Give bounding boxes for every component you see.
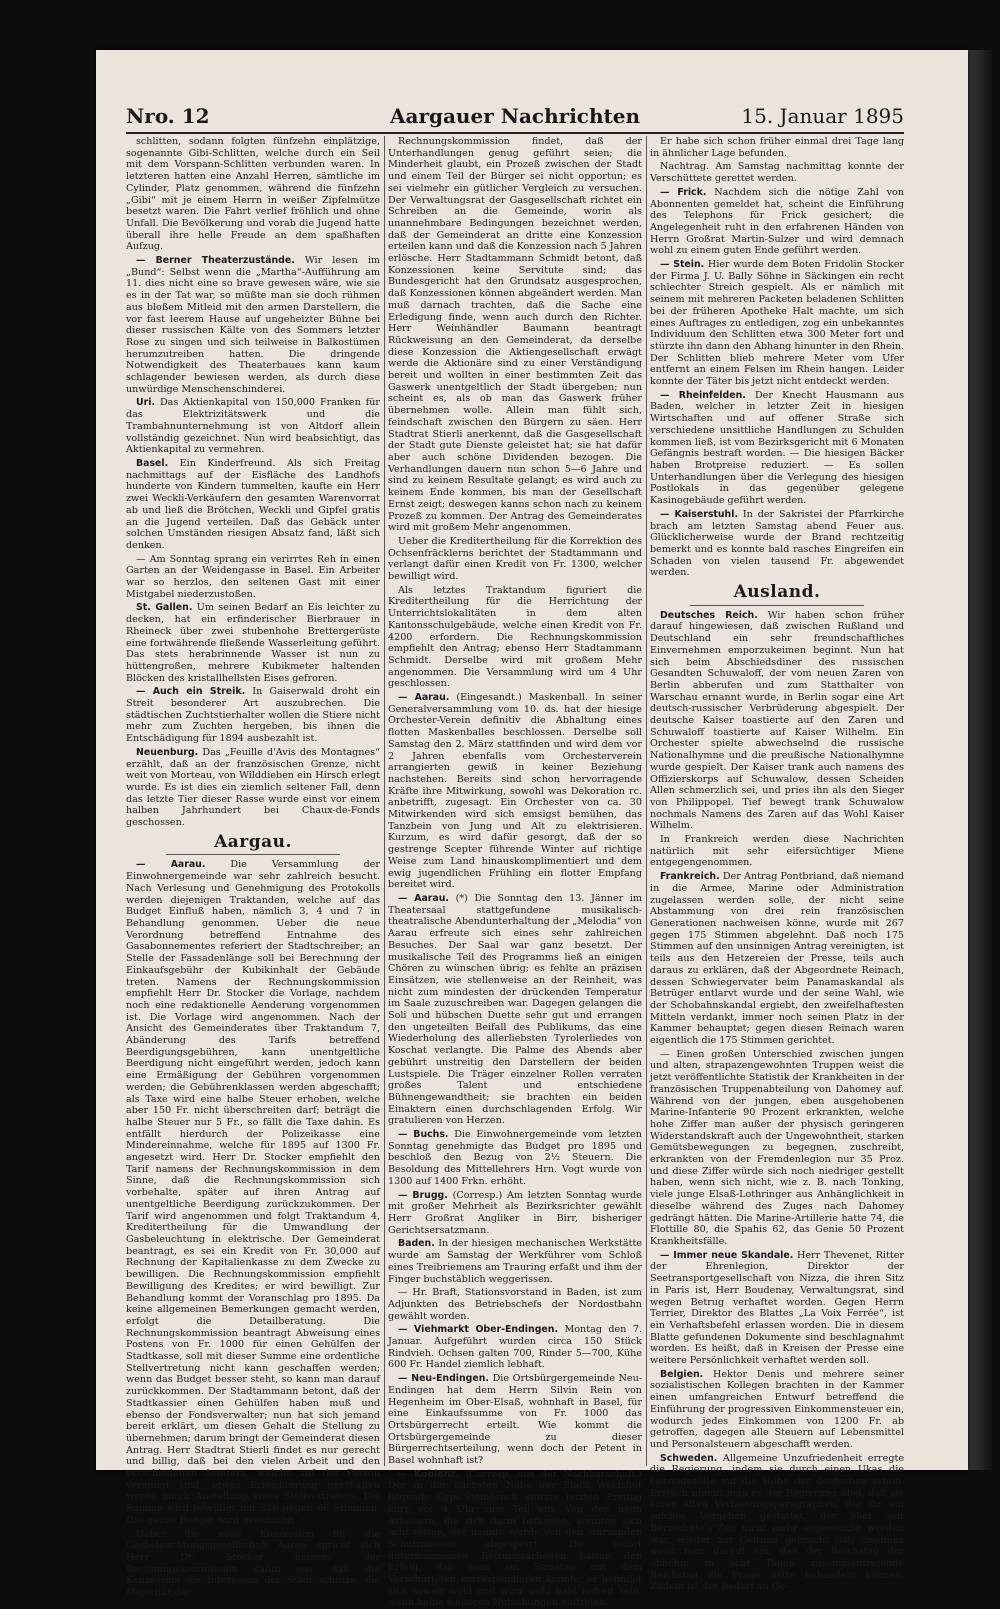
article-text: — Einen großen Unterschied zwischen jungen und alten, strapazengewohnten Truppen weist die jetzt veröffentlichte Statistik der Krankheiten in der französischen Truppenabteilung von Dahomey auf. Während von der jungen, eben ausgehobenen Marine-Infanterie 90 Prozent erkrankten, welche hohe Ziffer man außer der physisch geringeren Widerstandskraft auch der Ungewohntheit, starken Gemütsbewegungen zu begegnen, zuschreibt, erkrankten von der Fremdenlegion nur 35 Proz. und diese Ziffer würde sich noch niedriger gestellt haben, wenn sich nicht, wie z. B. nach Tonking, viele junge Elsaß-Lothringer aus Anhänglichkeit in dieselbe während des Zuges nach Dahomey gedrängt hätten. Die Marine-Artillerie hatte 74, die Flottille 80, die Spahis 62, das Genie 50 Prozent Krankheitsfälle. [650,1048,904,1247]
article-paragraph [126,602,380,684]
article-text: Die Ortsbürgergemeinde Neu-Endingen hat dem Herrn Silvin Rein von Hegenheim im Ober-Elsaß, wohnhaft in Basel, für eine Einkaufssumme von Fr. 1000 das Ortsbürgerrecht erteilt. Wie kommt die Ortsbürgergemeinde zu dieser Bürgerrechtserteilung, wenn doch der Petent in Basel wohnhaft ist? [388,1373,643,1467]
article-paragraph [650,871,904,1047]
issue-date: 15. Januar 1895 [741,104,904,128]
article-dateline: — Kaiserstuhl. [660,508,739,520]
article-dateline: — Koblenz. [398,1468,460,1480]
article-dateline: Deutsches Reich. [660,609,758,621]
section-heading: Ausland. [733,582,821,603]
section-heading: Aargau. [214,831,292,852]
article-text: Nachtrag. Am Samstag nachmittag konnte der Verschüttete gerettet werden. [650,161,904,185]
article-text: Montag den 7. Januar. Aufgeführt wurden circa 150 Stück Rindvieh. Ochsen galten 700, Rinder 5—700, Kühe 600 Fr. Handel ziemlich lebhaft. [388,1324,643,1371]
article-paragraph [388,585,642,690]
section-rule [690,605,864,606]
article-text: schlitten, sodann folgten fünfzehn einplätzige, sogenannte Gibi-Schlitten, welche durch ein Seil mit dem Vorspann-Schlitten verbunden waren. In letzteren hatten eine Anzahl Herren, sämtliche im Cylinder, Platz genommen, während die fünfzehn „Gibi“ mit je einem Herrn in weißer Zipfelmütze besetzt waren. Die Fahrt verlief fröhlich und ohne Unfall. Die Bevölkerung und vorab die Jugend hatte überall ihre helle Freude an dem spaßhaften Aufzug. [126,136,380,253]
article-dateline: — Aarau. [398,692,450,704]
article-paragraph [126,747,380,829]
article-dateline: St. Gallen. [136,602,193,614]
article-paragraph [388,536,642,583]
page-edge [968,50,992,1470]
article-text: Wir lesen im „Bund“: Selbst wenn die „Martha“-Aufführung am 11. dies nicht eine so brave gewesen wäre, wie sie es in der Tat war, so müßte man sie doch rühmen aus bloßem Mitleid mit den armen Darstellern, die vor fast leerem Hause auf ungeheizter Bühne bei dieser russischen Kälte von des Sommers letzter Rose zu singen und sich teilweise in Balkostümen herumzutreiben hatten. Die dringende Notwendigkeit des Theaterbaues kann kaum schlagender bewiesen werden, als durch diese unwürdige Menschenschinderei. [126,255,380,395]
article-text: Das Aktienkapital von 150,000 Franken für das Elektrizitätswerk und die Trambahnunternehmung ist von Altdorf allein vollständig gezeichnet. Nun wird beabsichtigt, das Aktienkapital zu vermehren. [126,397,380,456]
article-dateline: Uri. [136,397,156,409]
article-paragraph [388,1469,642,1609]
article-text: In der hiesigen mechanischen Werkstätte wurde am Samstag der Werkführer vom Schloß eines Treibriemens am Trauring erfaßt und ihm der Finger buchstäblich weggerissen. [388,1238,642,1285]
article-dateline: — Rheinfelden. [660,389,746,401]
article-paragraph [388,1190,642,1237]
section-rule [166,854,340,855]
article-dateline: — Berner Theaterzustände. [136,255,295,267]
header-rule [126,132,904,134]
article-paragraph [126,1529,380,1599]
article-dateline: — Auch ein Streik. [136,686,246,698]
article-text: (Eingesandt.) Maskenball. In seiner Generalversammlung vom 10. ds. hat der hiesige Orchester-Verein definitiv die Abhaltung eines flotten Maskenballes beschlossen. Derselbe soll Samstag den 2. März stattfinden und wird dem vor 2 Jahren ebenfalls vom Orchesterverein arrangierten gewiß in keiner Beziehung nachstehen. Bereits sind schon hervorragende Kräfte ihre Mitwirkung, sowohl was Dekoration rc. anbetrifft, zugesagt. Ein Orchester von ca. 30 Mitwirkenden wird sich emsigst bemühen, das Tanzbein von Jung und Alt zu elektrisieren. Kurzum, es wird dafür gesorgt, daß der so gestrenge Scepter führende Winter auf richtige Weise zum Land hinauskomplimentiert und dem ewig jugendlichen Frühling ein flotter Empfang bereitet wird. [388,692,643,891]
article-text: Ein Kinderfreund. Als sich Freitag nachmittags auf der Eisfläche des Landhofs hunderte von Kindern tummelten, kaufte ein Herr zwei Weckli-Verkäufern den gesamten Warenvorrat ab und ließ die Brötchen, Weckli und Gipfel gratis an die Jugend verteilen. Daß das Gebäck unter solchen Umständen riesigen Absatz fand, läßt sich denken. [126,457,380,551]
article-dateline: Baden. [398,1238,435,1250]
article-paragraph [388,1373,642,1467]
article-text: Der Antrag Pontbriand, daß niemand in die Armee, Marine oder Administration zugelassen werden solle, der nicht seine Abstammung von drei rein französischen Generationen nachweisen könne, wurde mit 267 gegen 175 Stimmen abgelehnt. Daß noch 175 Stimmen auf den unsinnigen Antrag vereinigten, ist teils aus den Hetzereien der Presse, teils auch daraus zu erklären, daß der Abgeordnete Reinach, dessen Schwiegervater beim Panamaskandal als Betrüger entlarvt wurde und der seine Wahl, wie der Schobahnskandal ergiebt, den zweifelhaftesten Mitteln verdankt, immer noch seinen Platz in der Kammer behauptet; gegen diesen Reinach waren eigentlich die 175 Stimmen gerichtet. [650,871,904,1047]
article-paragraph [650,509,904,579]
article-text: Allgemeine Unzufriedenheit erregte die Regierung, indem sie durch einen Ukas die Getreidezölle auf die Höhe der deutschen erhob. Erstlich nimmt man es der Regierung übel, daß sie einen alten Verfassungsparagraphen, der ihr ein solches Vorgehen gestattet, der aber seit Bernadotte's Zeit nicht mehr angewendet worden war, wieder zur Geltung gebracht hat; zweitens weist man darauf hin, daß der Reichstag der ohnehin in acht Tagen zusammentretende Reichstag die Frage hätte behandeln können. Zudem ist der Bedarf an Ge- [650,1452,904,1593]
article-text: Der Knecht Hausmann aus Baden, welcher in letzter Zeit in hiesigen Wirtschaften und auf offener Straße sich verschiedene unsittliche Handlungen zu Schulden kommen ließ, ist vom Bezirksgericht mit 6 Monaten Gefängnis bestraft worden. — Die hiesigen Bäcker haben Brotpreise reduziert. — Es sollen Unterhandlungen über die Verlegung des hiesigen Postlokals in das gegenüber gelegene Kasinogebäude geführt werden. [650,389,905,507]
article-text: Hektor Denis und mehrere seiner sozialistischen Kollegen brachten in der Kammer einen umfangreichen Entwurf betreffend die Einführung der progressiven Einkommensteuer ein, wodurch jedes Einkommen von 1200 Fr. ab getroffen, dagegen alle Steuern auf Lebensmittel und Personalsteuern abgeschafft werden. [650,1368,904,1450]
article-text: Wir haben schon früher darauf hingewiesen, daß zwischen Rußland und Deutschland ein sehr freundschaftliches Einvernehmen emporzukeimen beginnt. Nun hat sich beim Abschiedsdiner des russischen Gesandten Schuwaloff, der vom neuen Zaren von Berlin abberufen und zum Statthalter von Warschau ernannt wurde, in Berlin sogar eine Art deutsch-russischer Verbrüderung abgespielt. Der deutsche Kaiser toastierte auf den Zaren und Schuwaloff toastierte auf Kaiser Wilhelm. Ein Orchester spielte abwechselnd die russische Nationalhymne und die preußische Nationalhymne wurde gespielt. Der Kaiser trank auch namens des Offizierskorps auf Schuwalow, dessen Scheiden Allen schmerzlich sei, und pries ihn als den Sieger von Philippopel. Tief bewegt trank Schuwalow nochmals Namens des Zaren auf das Wohl Kaiser Wilhelm. [650,609,904,832]
article-text: — Am Sonntag sprang ein verirrtes Reh in einen Garten an der Weidengasse in Basel. Ein Arbeiter war so herzlos, den seltenen Gast mit einer Mistgabel niederzustoßen. [126,553,380,600]
article-paragraph [126,554,380,601]
article-paragraph [126,859,380,1526]
article-text: (Corresp.) Am letzten Sonntag wurde mit großer Mehrheit als Bezirksrichter gewählt Herr Großrat Angliker in Birr, bisheriger Gerichtsersatzmann. [388,1189,642,1236]
article-text: In Gaiserwald droht ein Streit besonderer Art auszubrechen. Die städtischen Zuchtstierhalter wollen die Stiere nicht mehr zum Zuchten hergeben, bis ihnen die Entschädigung für 1894 ausbezahlt ist. [126,686,380,745]
article-text: Hier wurde dem Boten Fridolin Stocker der Firma J. U. Bally Söhne in Säckingen ein recht schlechter Streich gespielt. Als er nämlich mit seinem mit mehreren Packeten beladenen Schlitten bei der früheren Apotheke Halt machte, um sich eines Auftrages zu entledigen, zog ein unbekanntes Individuum den Schlitten etwa 300 Meter fort und stürzte ihn dann den Abhang hinunter in den Rhein. Der Schlitten blieb mehrere Meter vom Ufer entfernt an einem Felsen im Rhein hangen. Leider konnte der Täter bis jetzt nicht entdeckt werden. [650,259,904,388]
article-text: In Frankreich werden diese Nachrichten natürlich mit sehr eifersüchtiger Miene entgegengenommen. [650,834,904,869]
article-paragraph [126,136,380,253]
article-paragraph [650,259,904,388]
article-dateline: — Viehmarkt Ober-Endingen. [398,1324,559,1336]
paper-title: Aargauer Nachrichten [389,104,641,128]
article-text: Ueber die Kreditertheilung für die Korrektion des Ochsenfräcklerns berichtet der Stadtammann und verlangt dafür einen Kredit von Fr. 1300, welcher bewilligt wird. [388,535,642,583]
article-paragraph [650,834,904,869]
article-text: Die Versammlung der Einwohnergemeinde war sehr zahlreich besucht. Nach Verlesung und Genehmigung des Protokolls werden diejenigen Traktanden, welche auf das Budget Einfluß haben, nämlich 3, 4 und 7 in Behandlung genommen. Ueber die neue Verordnung betreffend Entnahme des Gasabonnementes referiert der Stadtschreiber; an Stelle der Fassadenlänge soll bei Berechnung der Einkaufsgebühr der Kubikinhalt der Gebäude treten. Namens der Rechnungskommission empfiehlt Herr Dr. Stocker die Vorlage, nachdem noch eine redaktionelle Aenderung vorgenommen ist. Die Vorlage wird angenommen. Nach der Ansicht des Gemeinderates über Traktandum 7, Abänderung des Tarifs betreffend Beerdigungsgebühren, kann unentgeltliche Beerdigung nicht eingeführt werden, jedoch kann eine Ermäßigung der Gebühren vorgenommen werden; die Gebührenklassen werden abgeschafft; als Taxe wird eine halbe Steuer erhoben, welche aber 150 Fr. nicht überschreiten darf; beträgt die halbe Steuer nur 5 Fr., so fällt die Taxe dahin. Es entfällt hierdurch der Polizeikasse eine Mindereinnahme, welche für 1895 auf 1300 Fr. angesetzt wird. Herr Dr. Stocker empfiehlt den Tarif namens der Rechnungskommission in dem Sinne, daß die Rechnungskommission sich vorbehalte, später auf ihren Antrag auf unentgeltliche Beerdigung zurückzukommen. Der Tarif wird angenommen und folgt Traktandum 4, Kreditertheilung für die Umwandlung der Gasbeleuchtung in elektrische. Der Gemeinderat beantragt, es sei ein Kredit von Fr. 30,000 auf Rechnung der Kapitalienkasse zu dem Zwecke zu bewilligen. Die Rechnungskommission empfiehlt Bewilligung des Kredites; er wird bewilligt. Zur Behandlung kommt der Voranschlag pro 1895. Da keine allgemeinen Bemerkungen gemacht werden, erfolgt die Detailberatung. Die Rechnungskommission beantragt Abweisung eines Postens von Fr. 1000 für einen Gehülfen der Stadtkasse, soll mit dieser Summe eine ordentliche Stellvertretung nicht kann geschaffen werden; wenn das Budget besser steht, so kann man darauf zurückkommen. Der Stadtammann betont, daß der Stadtkassier einen Gehülfen haben muß und ebenso der Fondsverwalter; nun hat sich jemand bereit erklärt, um diesen Gehalt die Stellung zu übernehmen; darum bringt der Gemeinderat diesen Antrag. Herr Stadtrat Stierli findet es nur gerecht und billig, daß bei den vielen Arbeit und den verschiedenen Aemtern, welche auf der Person vereinigt sind, etwas Erleichterung geschaffen werde durch Anstellung eines Stellvertreters. Die Summe wird bewilligt mit 316 gegen 66 Stimmen. Das ganze Budget wird genehmigt. [126,859,380,1526]
article-text: Er habe sich schon früher einmal drei Tage lang in ähnlicher Lage befunden. [650,136,904,159]
article-paragraph [388,1238,642,1285]
column-1 [126,136,380,1599]
article-dateline: Frankreich. [660,871,720,883]
article-text: (*) Die Sonntag den 13. Jänner im Theatersaal stattgefundene musikalisch-theatralische Abendunterhaltung der „Melodia“ von Aarau erfreute sich eines sehr zahlreichen Besuches. Der Saal war ganz besetzt. Der musikalische Teil des Programms ließ an einigen Chören zu wünschen übrig; es fehlte an präzisen Einsätzen, wie stellenweise an der Reinheit, was nicht zum mindesten der drückenden Temperatur im Saale zuzuschreiben war. Dagegen gelangen die Soli und hübschen Duette sehr gut und errangen den ungeteilten Beifall des Publikums, das eine Wiederholung des allerliebsten Tyrolerliedes von Koschat verlangte. Die Palme des Abends aber gebührt unstreitig den Darstellern der beiden Lustspiele. Die Träger einzelner Rollen verraten großes Talent und entschiedene Bühnengewandtheit; sie brachten ein beiden Einaktern einen durchschlagenden Erfolg. Wir gratulieren von Herzen. [388,893,642,1127]
article-paragraph [126,686,380,745]
article-paragraph [650,136,904,159]
article-paragraph [388,893,642,1127]
article-paragraph [650,1369,904,1451]
article-dateline: — Aarau. [398,893,449,904]
newspaper-page [96,50,968,1609]
article-dateline: Belgien. [660,1368,704,1380]
article-paragraph [388,136,642,534]
article-paragraph [126,397,380,456]
article-paragraph [650,1453,904,1593]
column-3 [650,136,905,1593]
article-dateline: — Neu-Endingen. [398,1373,489,1385]
column-divider [384,136,385,1466]
article-text: Rechnungskommission findet, daß der Unterhandlungen genug geführt seien; die Minderheit glaubt, ein Prozeß zwischen der Stadt und einem Teil der Bürger sei nicht opportun; es sei vielmehr ein gütlicher Vergleich zu versuchen. Der Verwaltungsrat der Gasgesellschaft richtet ein Schreiben an die Gemeinde, worin als unannehmbare Bedingungen bezeichnet werden, daß der Gemeinderat an dritte eine Konzession erteilen kann und daß die Konzession nach 5 Jahren erlösche. Herr Stadtammann Schmidt betont, daß Konzessionen keine Servitute sind; das Bundesgericht hat den Grundsatz ausgesprochen, daß Konzessionen können abgeändert werden. Man muß darnach trachten, daß die Sache eine Erledigung finde, wenn auch durch den Richter. Herr Weinhändler Baumann beantragt Rückweisung an den Gemeinderat, da derselbe diese Konzession die Aktiengesellschaft erwägt werde die Aktionäre sind zu einer Verständigung bereit und wollten in einer bestimmten Zeit das Gaswerk unentgeltlich der Stadt übergeben; nun scheint es, als ob man das Gaswerk früher übernehmen wolle. Allein man fühlt sich, feindschaft zwischen den Bürgern zu säen. Herr Stadtrat Stierli anerkennt, daß die Gasgesellschaft der Stadt gute Dienste geleistet hat; sie hat dafür aber auch schöne Dividenden bezogen. Die Verhandlungen dauern nun schon 5—6 Jahre und sind zu keinem Resultate gelangt; es wird auch zu keinem Ende kommen, bis man der Gesellschaft Ernst zeigt; deswegen kanns schon nach zu keinem Prozeß zu kommen. Der Antrag des Gemeinderates wird mit großem Mehr angenommen. [388,136,642,534]
article-paragraph [650,1250,904,1367]
article-text: Ueber die neue Konzession für die Gasbeleuchtungsgesellschaft Aarau spricht sich Herr Dr. Stocker namens der Rechnungskommission dahin aus, daß die Konzession die Interessen der Stadt schütze; die Majorität der [126,1528,380,1599]
article-text: In der Sakristei der Pfarrkirche brach am letzten Samstag abend Feuer aus. Glücklicherweise wurde der Brand rechtzeitig bemerkt und es konnte bald rasches Eingreifen ein Schaden von vielen tausend Fr. abgewendet werden. [650,508,904,579]
article-dateline: — Stein. [660,259,705,271]
article-dateline: — Brugg. [398,1189,448,1201]
article-dateline: — Buchs. [398,1129,449,1141]
article-paragraph [388,1324,642,1371]
article-text: Das „Feuille d'Avis des Montagnes“ erzählt, daß an der französischen Grenze, nicht weit von Morteau, von Wilddieben ein Hirsch erlegt wurde. Es ist dies ein ziemlich seltener Fall, denn das letzte Tier dieser Rasse wurde einst vor einem halben Jahrhundert bei Chaux-de-Fonds geschossen. [126,746,380,829]
article-dateline: — Frick. [660,186,707,198]
column-divider [646,136,647,1466]
article-text: Als letztes Traktandum figuriert die Kreditertheilung für die Herrichtung der Unterrichtslokalitäten in dem alten Kantonsschulgebäude, welche einen Kredit von Fr. 4200 erfordern. Die Rechnungskommission empfiehlt den Antrag; ebenso Herr Stadtammann Schmidt. Derselbe wird mit großem Mehr angenommen. Die Versammlung wird um 4 Uhr geschlossen. [388,584,642,690]
column-2 [388,136,643,1609]
article-dateline: — Immer neue Skandale. [660,1249,794,1261]
article-paragraph [650,161,904,184]
article-text: — Hr. Braft, Stationsvorstand in Baden, ist zum Adjunkten des Betriebschefs der Nordostbahn gewählt worden. [388,1287,642,1322]
article-dateline: Schweden. [660,1452,718,1464]
article-text: (Corresp. aus der Nachbarschaft.) Der in der nächsten Nähe der Stadt Waldshut liegende Gyps-Steinbruch stürzte letzten Freitag kurz vor 4 Uhr zum Teil ein. Von den neun Arbeitern, die sich darin befanden, konnten sich acht retten, der neunte wurde von den stürzenden Schuttmassen abgesperrt. Die sofort unternommenen Rettungsarbeiten hatten den Erfolg, daß man am Samstag mit dem Verschütteten korrespondieren konnte; er befindet sich soweit wohl und wird wohl bald befreit sein, wenn keine weiteren Nutschungen eintreten. [388,1468,642,1609]
article-paragraph [388,692,642,891]
article-dateline: Neuenburg. [136,746,199,758]
article-paragraph [650,610,904,832]
article-dateline: — Aarau. [136,859,206,871]
article-paragraph [650,1049,904,1248]
article-paragraph [126,458,380,552]
article-paragraph [388,1287,642,1322]
article-text: Um seinen Bedarf an Eis leichter zu decken, hat ein erfinderischer Bierbrauer in Rheineck über zwei stubenhohe Brettergerüste eine fortwährende fließende Wasserleitung geführt. Das stets herabrinnende Wasser ist nun zu hüttengroßen, mehrere Kubikmeter haltenden Blöcken des kristallhellsten Eises gefroren. [126,602,380,684]
article-paragraph [388,1129,642,1188]
article-text: Herr Thevenet, Ritter der Ehrenlegion, Direktor der Seetransportgesellschaft von Nizza, die ihren Sitz in Paris ist, Herr Boudenay, Verwaltungsrat, sind wegen Betrug verhaftet worden. Gegen Herrn Terrier, Direktor des Blattes „La Voix Ferrée“, ist ein Verhaftsbefehl erlassen worden. Die in diesem Blatte gefundenen Dokumente sind beschlagnahmt worden. Es heißt, daß in Kreisen der Presse eine weitere Persönlichkeit verhaftet werden soll. [650,1249,904,1367]
article-paragraph [650,187,904,257]
article-dateline: Basel. [136,457,169,469]
issue-number: Nro. 12 [126,104,210,128]
article-paragraph [650,390,904,507]
article-text: Die Einwohnergemeinde vom letzten Sonntag genehmigte das Budget pro 1895 und beschloß den Bezug von 2½ Steuern. Die Besoldung des Mittellehrers Hrn. Vogt wurde von 1300 auf 1400 Frkn. erhöht. [388,1129,642,1187]
page-header [126,100,904,130]
article-text: Nachdem sich die nötige Zahl von Abonnenten gemeldet hat, scheint die Einführung des Telephons für Frick gesichert; die Angelegenheit ruht in den erfahrenen Händen von Herrn Großrat Martin-Sulzer und wird demnach wohl zu einem guten Ende geführt werden. [650,186,905,257]
article-paragraph [126,255,380,395]
